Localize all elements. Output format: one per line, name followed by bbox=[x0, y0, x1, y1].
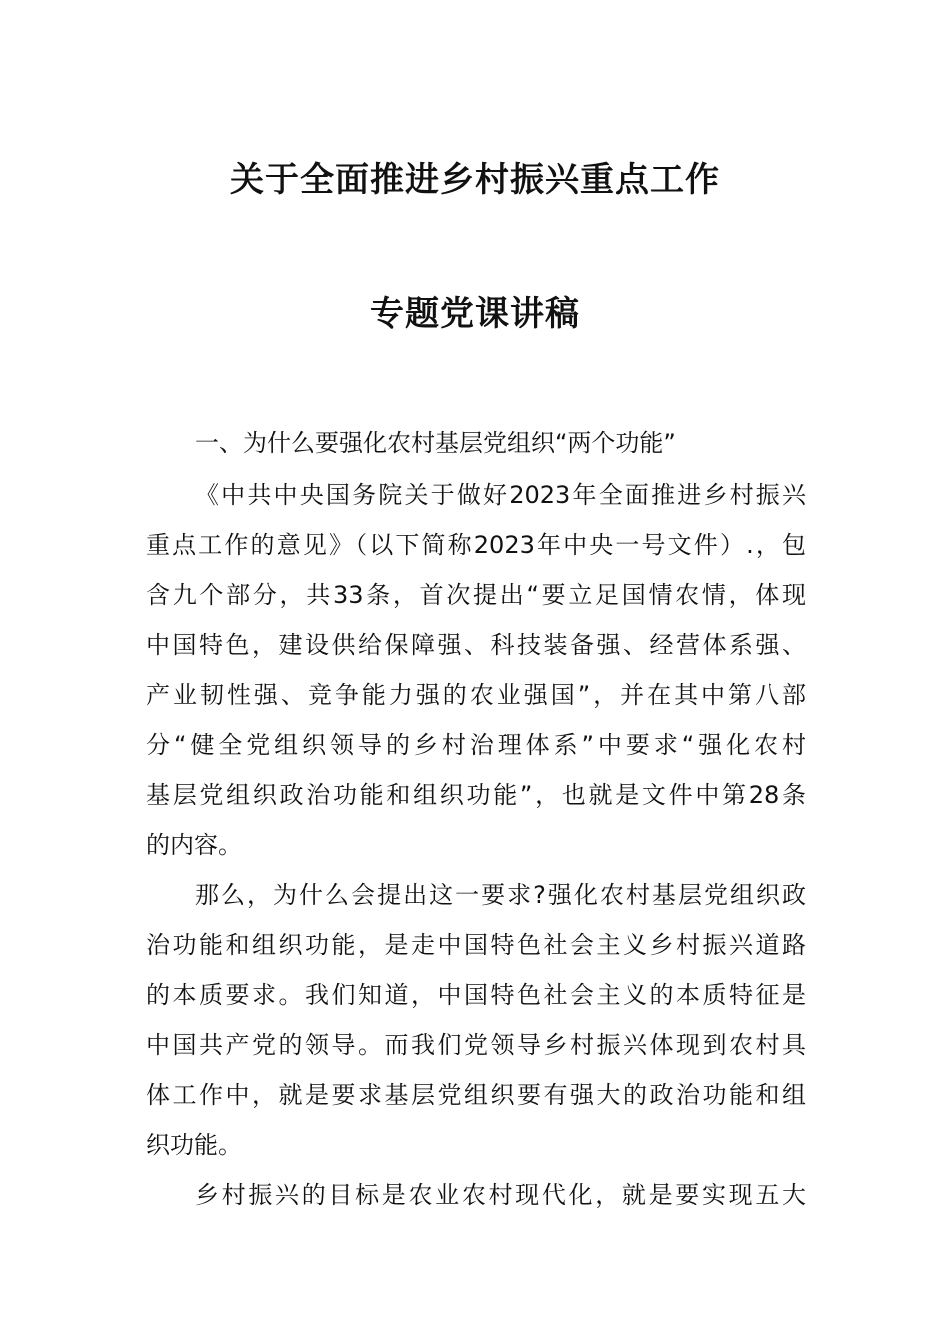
section-heading: 一、为什么要强化农村基层党组织“两个功能” bbox=[195, 429, 676, 457]
paragraph-line: 治功能和组织功能，是走中国特色社会主义乡村振兴道路 bbox=[146, 931, 806, 959]
paragraph-line: 《中共中央国务院关于做好2023年全面推进乡村振兴 bbox=[195, 481, 806, 509]
document-title-line-2: 专题党课讲稿 bbox=[370, 294, 580, 334]
paragraph-line: 那么，为什么会提出这一要求?强化农村基层党组织政 bbox=[195, 881, 806, 909]
paragraph-line: 中国共产党的领导。而我们党领导乡村振兴体现到农村具 bbox=[146, 1031, 806, 1059]
paragraph-line: 中国特色，建设供给保障强、科技装备强、经营体系强、 bbox=[146, 631, 806, 659]
document-title-line-1: 关于全面推进乡村振兴重点工作 bbox=[230, 160, 720, 200]
paragraph-line: 分“健全党组织领导的乡村治理体系”中要求“强化农村 bbox=[146, 731, 806, 759]
paragraph-line: 体工作中，就是要求基层党组织要有强大的政治功能和组 bbox=[146, 1081, 806, 1109]
paragraph-line: 织功能。 bbox=[146, 1131, 242, 1159]
paragraph-line: 基层党组织政治功能和组织功能”，也就是文件中第28条 bbox=[146, 781, 806, 809]
paragraph-line: 含九个部分，共33条，首次提出“要立足国情农情，体现 bbox=[146, 581, 806, 609]
paragraph-line: 乡村振兴的目标是农业农村现代化，就是要实现五大 bbox=[195, 1181, 806, 1209]
paragraph-line: 的内容。 bbox=[146, 831, 242, 859]
paragraph-line: 产业韧性强、竞争能力强的农业强国”，并在其中第八部 bbox=[146, 681, 806, 709]
paragraph-line: 的本质要求。我们知道，中国特色社会主义的本质特征是 bbox=[146, 981, 806, 1009]
paragraph-line: 重点工作的意见》（以下简称2023年中央一号文件）.，包 bbox=[146, 531, 806, 559]
